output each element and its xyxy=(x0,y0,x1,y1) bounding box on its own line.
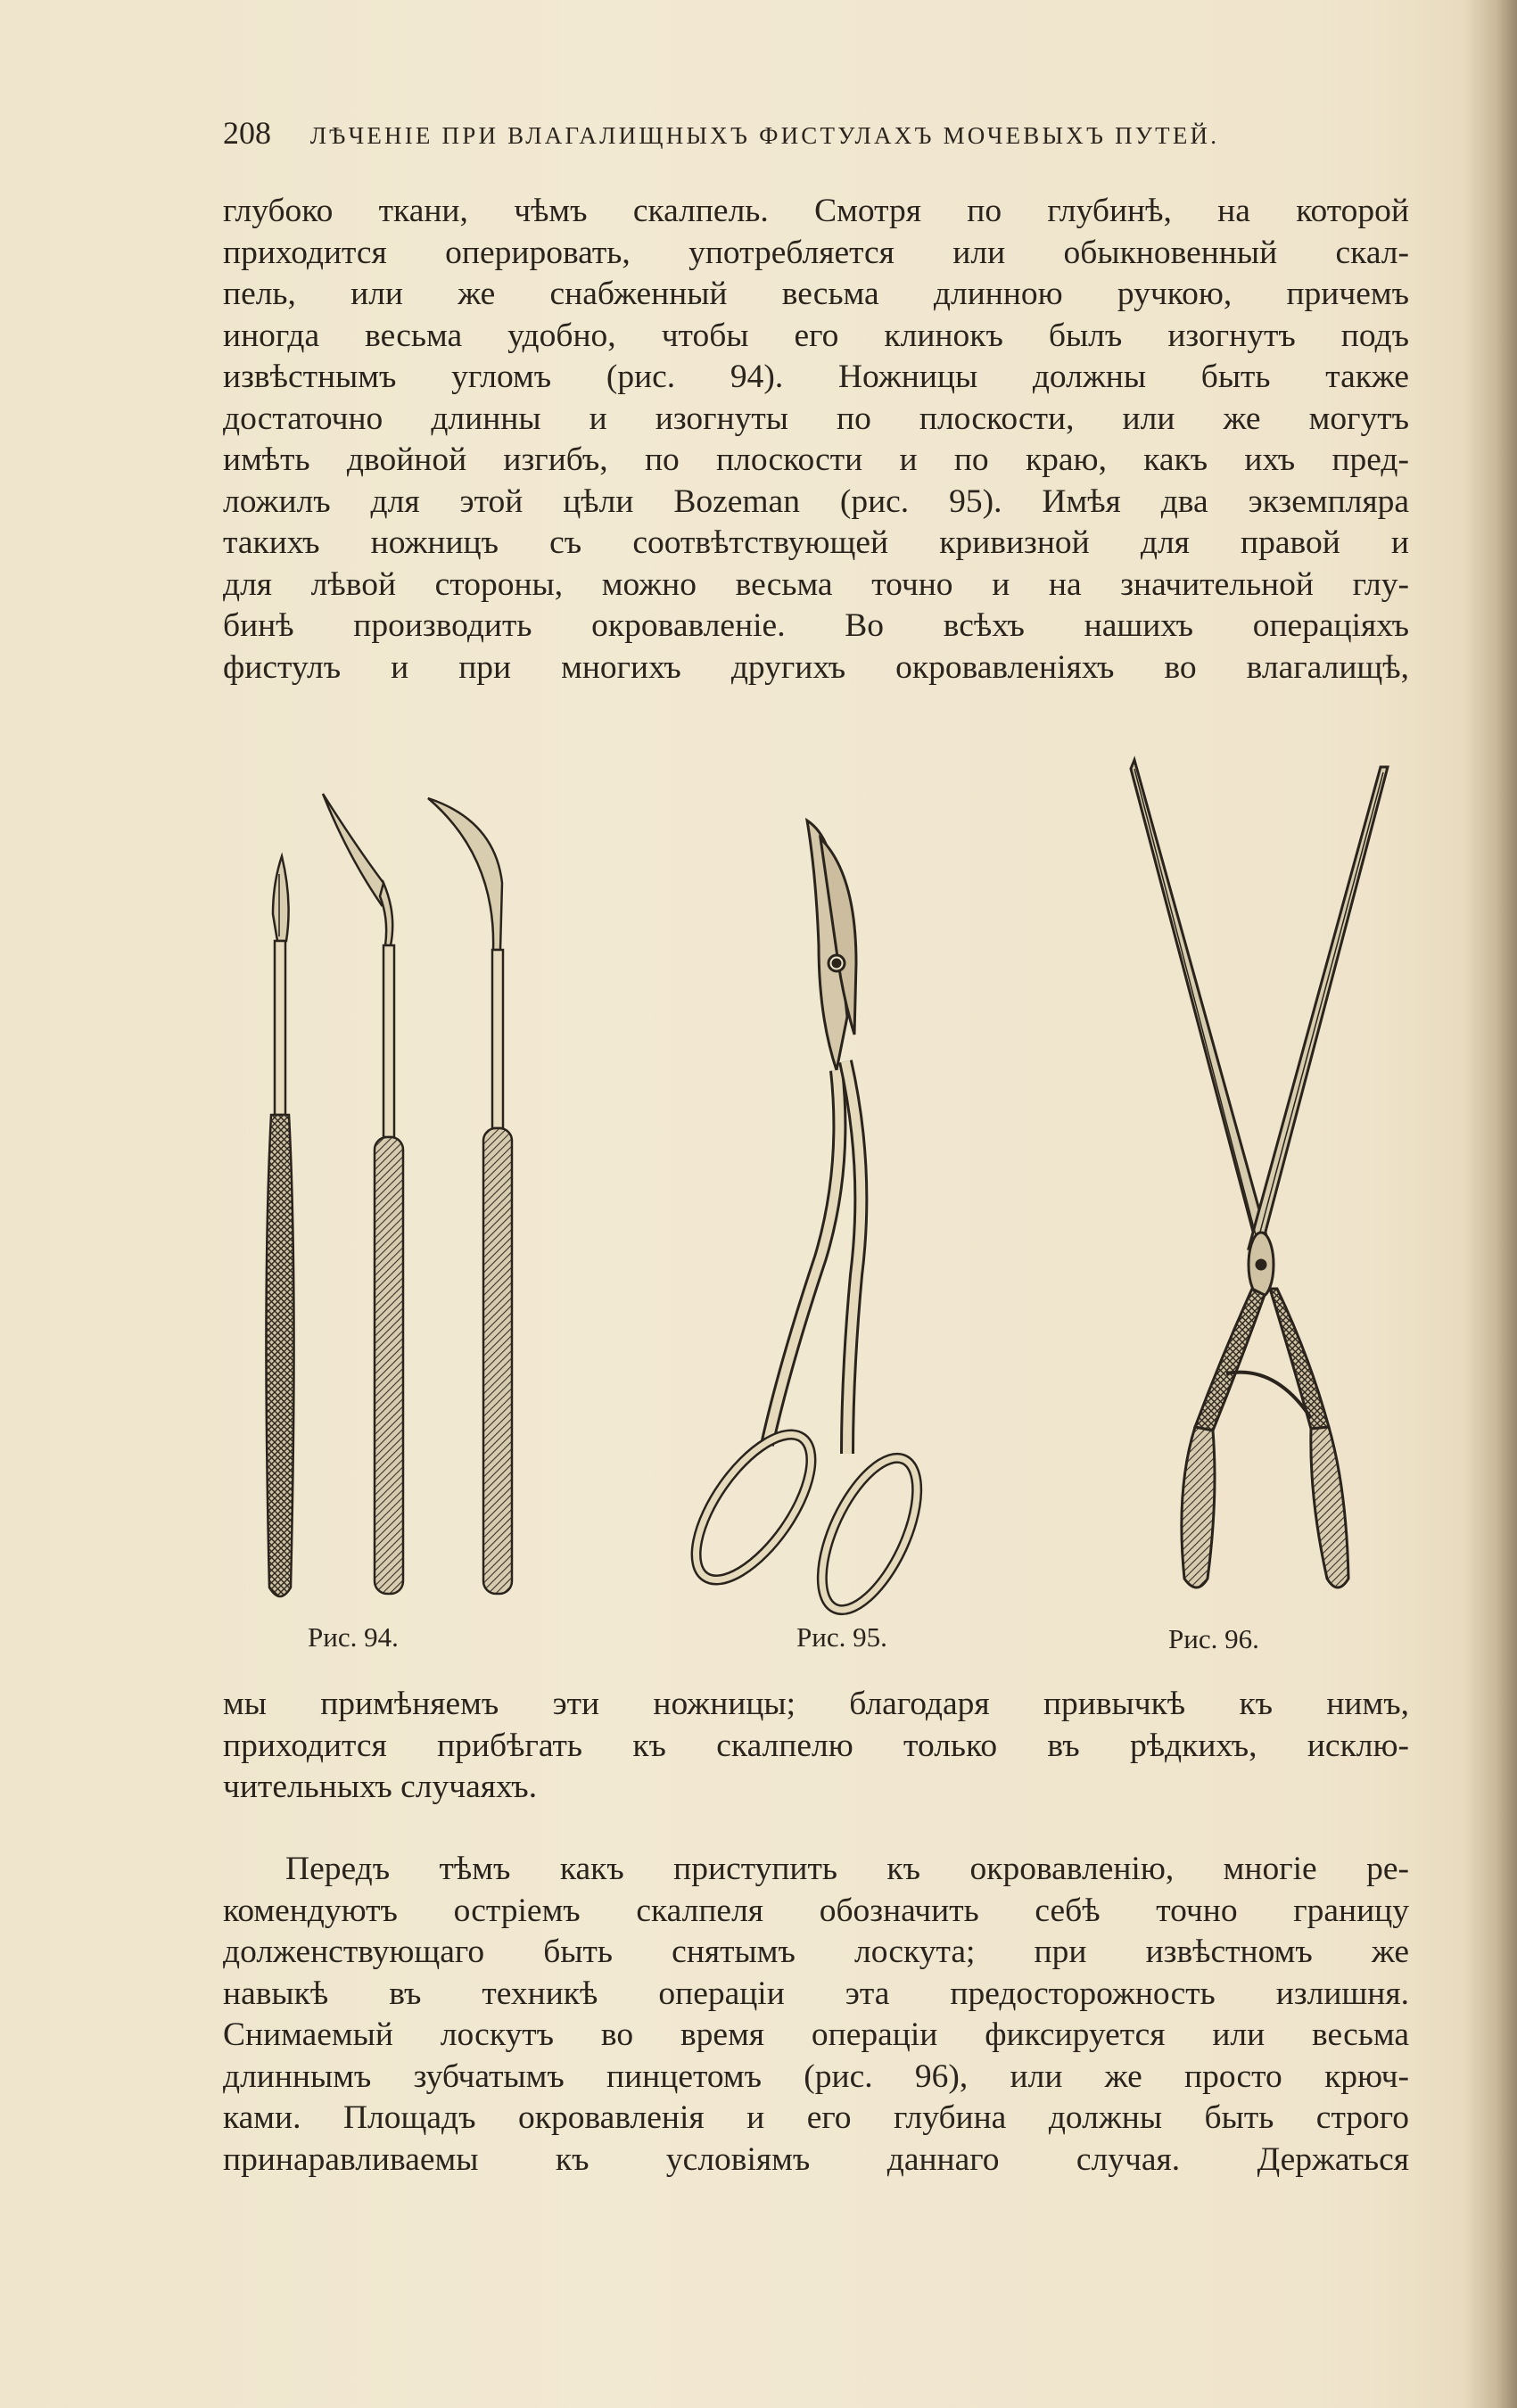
page-number: 208 xyxy=(223,115,271,151)
surgical-instruments-figure xyxy=(0,749,1517,1677)
text-line: достаточно длинны и изогнуты по плоскости, или же могутъ xyxy=(223,400,1409,437)
text-line: пель, или же снабженный весьма длинною ручкою, причемъ xyxy=(223,276,1409,312)
bozeman-scissors-illustration xyxy=(674,821,936,1623)
running-header xyxy=(223,114,1320,152)
figure-96-caption: Рис. 96. xyxy=(1168,1623,1259,1654)
text-line: глубоко ткани, чѣмъ скалпель. Смотря по глубинѣ, на которой xyxy=(223,193,1409,229)
text-line: навыкѣ въ техникѣ операціи эта предосторожность излишня. xyxy=(223,1975,1409,2012)
text-line: чительныхъ случаяхъ. xyxy=(223,1769,538,1805)
text-line: приходится прибѣгать къ скалпелю только въ рѣдкихъ, исклю- xyxy=(223,1727,1409,1764)
text-line: для лѣвой стороны, можно весьма точно и на значительной глу- xyxy=(223,565,1409,603)
text-line: имѣть двойной изгибъ, по плоскости и по краю, какъ ихъ пред- xyxy=(223,441,1409,478)
paragraph-3 xyxy=(223,1849,1409,2181)
toothed-forceps-illustration xyxy=(1131,760,1388,1587)
paragraph-2 xyxy=(223,1684,1409,1809)
text-line: ками. Площадъ окровавленія и его глубина должны быть строго xyxy=(223,2099,1409,2136)
running-title: ЛѢЧЕНІЕ ПРИ ВЛАГАЛИЩНЫХЪ ФИСТУЛАХЪ МОЧЕВЫХЪ ПУТЕЙ. xyxy=(309,122,1220,149)
figures-plate xyxy=(0,749,1517,1677)
text-line: такихъ ножницъ съ соотвѣтствующей кривизной для правой и xyxy=(223,524,1409,561)
text-line: приходится оперировать, употребляется или обыкновенный скал- xyxy=(223,234,1409,271)
text-line: иногда весьма удобно, чтобы его клинокъ былъ изогнутъ подъ xyxy=(223,317,1409,354)
text-line: извѣстнымъ угломъ (рис. 94). Ножницы должны быть также xyxy=(223,359,1409,395)
paragraph-1 xyxy=(223,191,1409,689)
text-line: фистулъ и при многихъ другихъ окровавленіяхъ во влагалищѣ, xyxy=(223,648,1409,686)
figure-94-caption: Рис. 94. xyxy=(308,1621,399,1653)
figure-95-caption: Рис. 95. xyxy=(796,1621,887,1653)
text-line: долженствующаго быть снятымъ лоскута; при извѣстномъ же xyxy=(223,1934,1409,1970)
scalpels-illustration xyxy=(266,794,512,1596)
text-line: принаравливаемы къ условіямъ даннаго случая. Держаться xyxy=(223,2140,1409,2178)
text-line: комендуютъ остріемъ скалпеля обозначить себѣ точно границу xyxy=(223,1892,1409,1929)
text-line: Передъ тѣмъ какъ приступить къ окровавленію, многіе ре- xyxy=(285,1851,1409,1887)
text-line: мы примѣняемъ эти ножницы; благодаря привычкѣ къ нимъ, xyxy=(223,1686,1409,1722)
text-line: длиннымъ зубчатымъ пинцетомъ (рис. 96), или же просто крюч- xyxy=(223,2058,1409,2095)
text-line: ложилъ для этой цѣли Bozeman (рис. 95). Имѣя два экземпляра xyxy=(223,482,1409,520)
text-line: бинѣ производить окровавленіе. Во всѣхъ нашихъ операціяхъ xyxy=(223,607,1409,644)
text-line: Снимаемый лоскутъ во время операціи фиксируется или весьма xyxy=(223,2016,1409,2053)
